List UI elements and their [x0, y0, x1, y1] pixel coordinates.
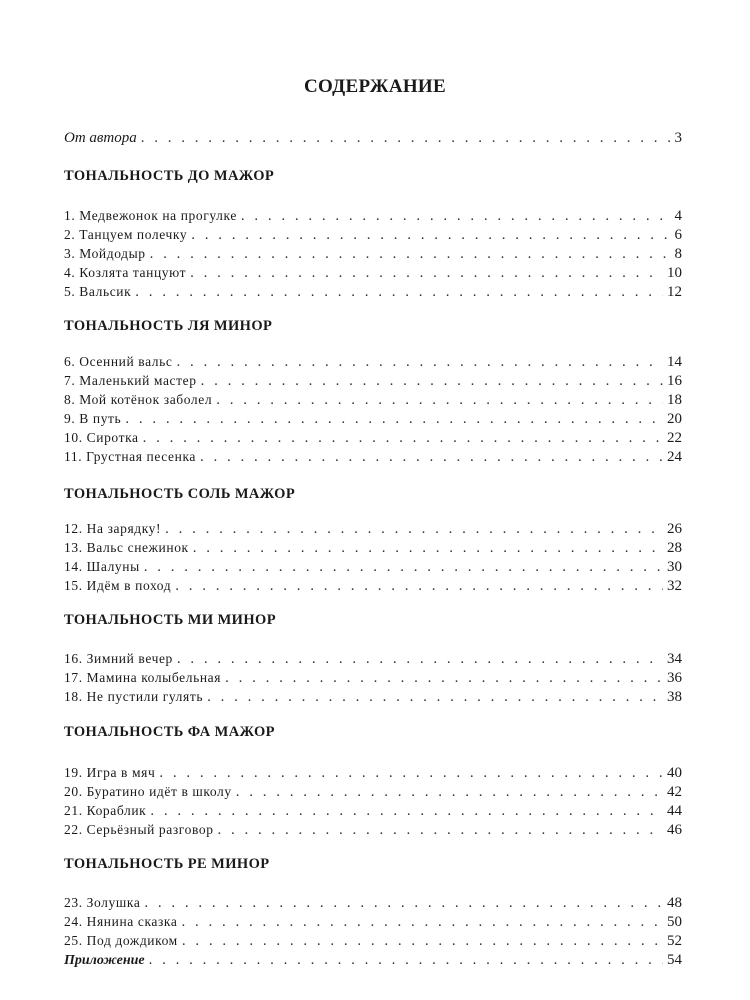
entry-title: 12. На зарядку! — [64, 521, 162, 536]
section-heading: ТОНАЛЬНОСТЬ РЕ МИНОР — [64, 856, 270, 872]
toc-entry — [64, 390, 682, 410]
toc-entry — [64, 820, 682, 840]
toc-entry — [64, 244, 682, 264]
dot-leader — [216, 390, 663, 410]
dot-leader — [144, 557, 663, 577]
toc-entry — [64, 763, 682, 783]
dot-leader — [150, 801, 663, 821]
entry-title: 24. Нянина сказка — [64, 914, 178, 929]
toc-entry — [64, 282, 682, 302]
entry-page: 12 — [667, 284, 682, 300]
dot-leader — [200, 447, 663, 467]
toc-entry — [64, 782, 682, 802]
entry-page: 34 — [667, 651, 682, 667]
entry-page: 42 — [667, 784, 682, 800]
entry-page: 30 — [667, 559, 682, 575]
entry-title: 22. Серьёзный разговор — [64, 822, 214, 837]
entry-title: 2. Танцуем полечку — [64, 227, 188, 242]
entry-title: 23. Золушка — [64, 895, 141, 910]
toc-entry-intro — [64, 128, 682, 148]
entry-page: 6 — [674, 227, 682, 243]
entry-title: 16. Зимний вечер — [64, 651, 173, 666]
entry-title: 10. Сиротка — [64, 430, 139, 445]
toc-entry — [64, 263, 682, 283]
dot-leader — [125, 409, 663, 429]
toc-entry — [64, 428, 682, 448]
toc-entry — [64, 371, 682, 391]
toc-entry — [64, 538, 682, 558]
entry-title: 3. Мойдодыр — [64, 246, 146, 261]
dot-leader — [141, 128, 671, 148]
entry-title: 6. Осенний вальс — [64, 354, 173, 369]
toc-entry — [64, 893, 682, 913]
entry-page: 50 — [667, 914, 682, 930]
entry-title: Приложение — [64, 953, 145, 968]
entry-page: 40 — [667, 765, 682, 781]
entry-page: 52 — [667, 933, 682, 949]
entry-title: 5. Вальсик — [64, 284, 132, 299]
entry-page: 8 — [674, 246, 682, 262]
entry-title: 13. Вальс снежинок — [64, 540, 189, 555]
entry-title: 20. Буратино идёт в школу — [64, 784, 232, 799]
dot-leader — [193, 538, 663, 558]
toc-entry — [64, 225, 682, 245]
dot-leader — [218, 820, 663, 840]
dot-leader — [182, 931, 663, 951]
dot-leader — [207, 687, 663, 707]
toc-entry — [64, 668, 682, 688]
toc-entry — [64, 519, 682, 539]
entry-page: 24 — [667, 449, 682, 465]
section-heading: ТОНАЛЬНОСТЬ ФА МАЖОР — [64, 724, 275, 740]
entry-page: 22 — [667, 430, 682, 446]
entry-page: 46 — [667, 822, 682, 838]
toc-entry — [64, 409, 682, 429]
entry-title: 17. Мамина колыбельная — [64, 670, 222, 685]
entry-title: 21. Кораблик — [64, 803, 147, 818]
entry-page: 28 — [667, 540, 682, 556]
dot-leader — [175, 576, 663, 596]
dot-leader — [176, 352, 663, 372]
entry-title: 25. Под дождиком — [64, 933, 178, 948]
entry-page: 18 — [667, 392, 682, 408]
toc-entry — [64, 649, 682, 669]
section-heading: ТОНАЛЬНОСТЬ ДО МАЖОР — [64, 168, 275, 184]
section-heading: ТОНАЛЬНОСТЬ СОЛЬ МАЖОР — [64, 486, 296, 502]
entry-title: 7. Маленький мастер — [64, 373, 197, 388]
entry-page: 4 — [674, 208, 682, 224]
entry-title: 9. В путь — [64, 411, 122, 426]
entry-page: 3 — [674, 130, 682, 146]
dot-leader — [149, 950, 663, 970]
toc-entry — [64, 912, 682, 932]
toc-entry — [64, 352, 682, 372]
entry-page: 16 — [667, 373, 682, 389]
dot-leader — [150, 244, 671, 264]
entry-page: 54 — [667, 952, 682, 968]
entry-title: 14. Шалуны — [64, 559, 140, 574]
section-heading: ТОНАЛЬНОСТЬ МИ МИНОР — [64, 612, 276, 628]
dot-leader — [181, 912, 663, 932]
entry-title: 8. Мой котёнок заболел — [64, 392, 213, 407]
entry-title: 4. Козлята танцуют — [64, 265, 187, 280]
dot-leader — [143, 428, 663, 448]
toc-entry — [64, 557, 682, 577]
toc-entry — [64, 687, 682, 707]
dot-leader — [165, 519, 663, 539]
page-title: СОДЕРЖАНИЕ — [304, 76, 446, 97]
entry-page: 38 — [667, 689, 682, 705]
entry-title: 15. Идём в поход — [64, 578, 172, 593]
entry-title: 11. Грустная песенка — [64, 449, 196, 464]
dot-leader — [190, 263, 663, 283]
dot-leader — [159, 763, 663, 783]
dot-leader — [241, 206, 671, 226]
dot-leader — [191, 225, 670, 245]
dot-leader — [236, 782, 663, 802]
dot-leader — [177, 649, 663, 669]
entry-page: 20 — [667, 411, 682, 427]
entry-page: 26 — [667, 521, 682, 537]
dot-leader — [144, 893, 663, 913]
toc-entry — [64, 447, 682, 467]
toc-entry — [64, 206, 682, 226]
toc-entry — [64, 801, 682, 821]
entry-page: 32 — [667, 578, 682, 594]
entry-title: 19. Игра в мяч — [64, 765, 156, 780]
entry-title: 1. Медвежонок на прогулке — [64, 208, 237, 223]
entry-page: 10 — [667, 265, 682, 281]
dot-leader — [201, 371, 663, 391]
entry-page: 14 — [667, 354, 682, 370]
section-heading: ТОНАЛЬНОСТЬ ЛЯ МИНОР — [64, 318, 273, 334]
entry-page: 36 — [667, 670, 682, 686]
toc-entry — [64, 576, 682, 596]
entry-title: От автора — [64, 130, 137, 146]
dot-leader — [225, 668, 663, 688]
entry-title: 18. Не пустили гулять — [64, 689, 204, 704]
entry-page: 44 — [667, 803, 682, 819]
dot-leader — [135, 282, 663, 302]
toc-entry-appendix — [64, 950, 682, 970]
toc-entry — [64, 931, 682, 951]
entry-page: 48 — [667, 895, 682, 911]
